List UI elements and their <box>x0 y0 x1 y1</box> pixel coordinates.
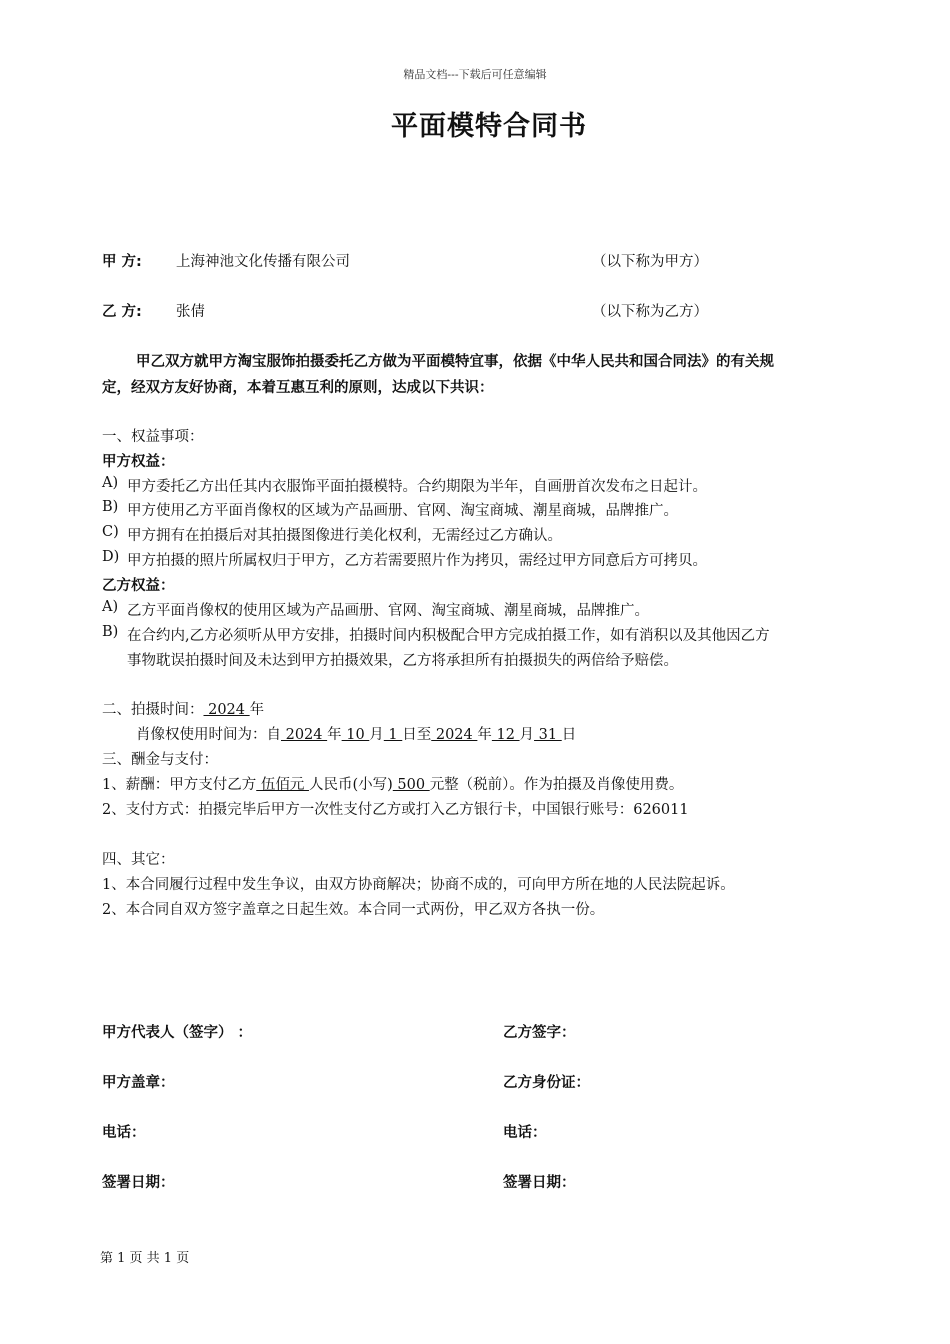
shoot-year: 2024 <box>203 702 250 718</box>
sign-a-seal: 甲方盖章： <box>102 1075 175 1091</box>
month-unit: 月 <box>369 727 384 743</box>
party-b-rights-heading: 乙方权益： <box>102 578 175 594</box>
party-a-rights-heading: 甲方权益： <box>102 454 175 470</box>
shoot-time-line <box>102 698 264 719</box>
sign-b-id: 乙方身份证： <box>503 1075 590 1091</box>
other-item: 2、本合同自双方签字盖章之日起生效。本合同一式两份，甲乙双方各执一份。 <box>102 902 605 918</box>
month-unit: 月 <box>519 727 535 743</box>
intro-line-2: 定，经双方友好协商，本着互惠互利的原则，达成以下共识： <box>102 380 494 396</box>
day-unit: 日 <box>561 727 577 743</box>
payment-line <box>102 773 683 794</box>
section4-heading: 四、其它： <box>102 852 175 868</box>
shoot-year-unit: 年 <box>249 702 265 718</box>
other-item: 1、本合同履行过程中发生争议，由双方协商解决；协商不成的，可向甲方所在地的人民法院起诉。 <box>102 877 735 893</box>
usage-prefix: 肖像权使用时间为：自 <box>136 727 281 743</box>
a-right-text: 甲方拍摄的照片所属权归于甲方，乙方若需要照片作为拷贝，需经过甲方同意后方可拷贝。 <box>127 553 707 569</box>
rmb-label: 人民币(小写) <box>308 777 393 793</box>
end-month: 12 <box>491 727 520 743</box>
end-day: 31 <box>534 727 562 743</box>
pay-label: 1、薪酬：甲方支付乙方 <box>102 777 257 793</box>
party-b-name: 张倩 <box>176 304 205 320</box>
b-right-prefix: B) <box>102 624 119 640</box>
pay-tail: 元整（税前）。作为拍摄及肖像使用费。 <box>429 777 684 793</box>
to-text: 日至 <box>402 727 432 743</box>
section2-heading: 二、拍摄时间： <box>102 702 204 718</box>
b-right-text-line-2: 事物耽误拍摄时间及未达到甲方拍摄效果，乙方将承担所有拍摄损失的两倍给予赔偿。 <box>127 653 678 669</box>
sign-a-date: 签署日期： <box>102 1175 175 1191</box>
a-right-text: 甲方使用乙方平面肖像权的区域为产品画册、官网、淘宝商城、潮星商城，品牌推广。 <box>127 503 678 519</box>
b-right-prefix: A) <box>102 599 119 615</box>
amount-words: 伍佰元 <box>256 777 309 793</box>
section3-heading: 三、酬金与支付： <box>102 752 218 768</box>
party-b-alias: （以下称为乙方） <box>592 304 708 320</box>
a-right-text: 甲方拥有在拍摄后对其拍摄图像进行美化权利，无需经过乙方确认。 <box>127 528 562 544</box>
start-day: 1 <box>383 727 403 743</box>
amount-number: 500 <box>392 777 430 793</box>
start-month: 10 <box>341 727 370 743</box>
b-right-text-line-1: 在合约内,乙方必须听从甲方安排，拍摄时间内积极配合甲方完成拍摄工作，如有消积以及其他因乙方 <box>127 628 770 644</box>
sign-b-date: 签署日期： <box>503 1175 576 1191</box>
year-unit: 年 <box>477 727 492 743</box>
intro-line-1: 甲乙双方就甲方淘宝服饰拍摄委托乙方做为平面模特宜事，依据《中华人民共和国合同法》的有关规 <box>136 354 774 370</box>
header-note: 精品文档---下载后可任意编辑 <box>403 68 547 81</box>
document-title: 平面模特合同书 <box>391 111 587 142</box>
a-right-prefix: C) <box>102 524 119 540</box>
a-right-prefix: A) <box>102 475 119 491</box>
section1-heading: 一、权益事项： <box>102 429 204 445</box>
a-right-prefix: B) <box>102 499 119 515</box>
year-unit: 年 <box>327 727 342 743</box>
sign-a-representative: 甲方代表人（签字） ： <box>102 1025 253 1041</box>
usage-period-line <box>136 723 576 744</box>
start-year: 2024 <box>281 727 328 743</box>
end-year: 2024 <box>431 727 478 743</box>
party-a-alias: （以下称为甲方） <box>592 254 708 270</box>
payment-method: 2、支付方式：拍摄完毕后甲方一次性支付乙方或打入乙方银行卡，中国银行账号：626011 <box>102 802 689 818</box>
page-footer: 第 1 页 共 1 页 <box>100 1251 190 1266</box>
a-right-prefix: D) <box>102 549 120 565</box>
a-right-text: 甲方委托乙方出任其内衣服饰平面拍摄模特。合约期限为半年，自画册首次发布之日起计。 <box>127 479 707 495</box>
party-a-name: 上海神池文化传播有限公司 <box>176 254 350 270</box>
sign-a-phone: 电话： <box>102 1125 146 1141</box>
b-right-text: 乙方平面肖像权的使用区域为产品画册、官网、淘宝商城、潮星商城，品牌推广。 <box>127 603 649 619</box>
party-a-label: 甲 方: <box>102 254 142 270</box>
sign-b-phone: 电话： <box>503 1125 547 1141</box>
sign-b-signature: 乙方签字： <box>503 1025 576 1041</box>
party-b-label: 乙 方: <box>102 304 142 320</box>
